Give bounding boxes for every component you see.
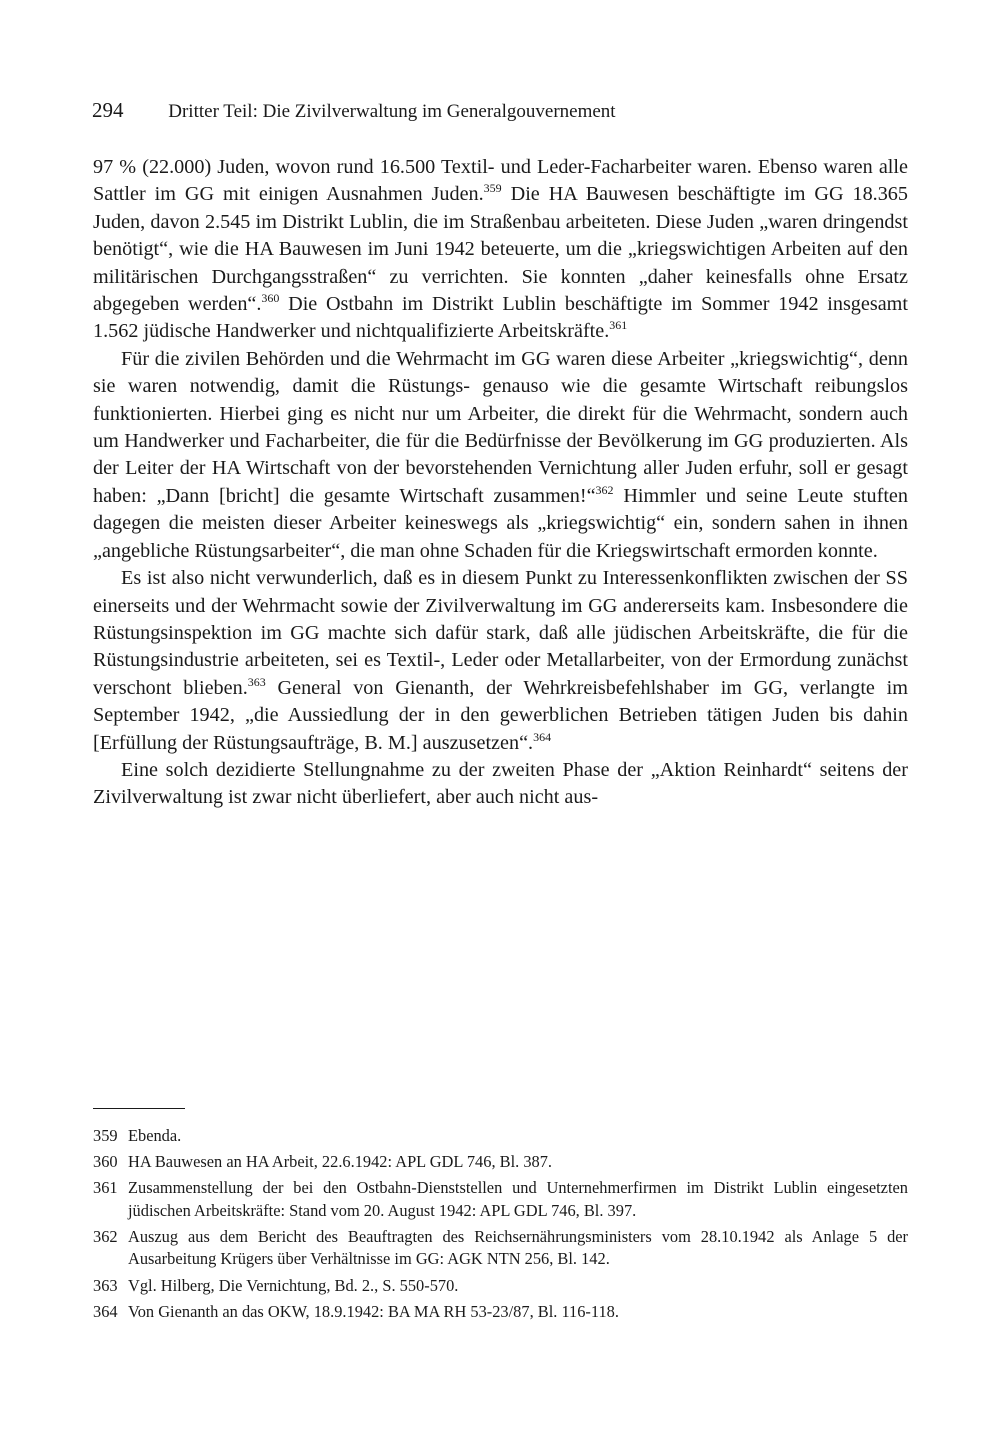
footnote-text: Vgl. Hilberg, Die Vernichtung, Bd. 2., S. 550-570. — [128, 1275, 459, 1295]
footnote-number: 361 — [93, 1178, 118, 1198]
footnote-361 — [93, 1177, 908, 1222]
footnote-360 — [93, 1151, 908, 1174]
footnote-number: 359 — [93, 1126, 118, 1145]
footnote-number: 363 — [93, 1275, 118, 1295]
paragraph-text: Die HA Bauwesen beschäftigte im GG 18.365 Juden, davon 2.545 im Distrikt Lublin, die im Straßenbau arbeiteten. Diese Juden „waren dringendst benötigt“, wie die HA Bauwesen im Juni 1942 beteuerte, um die „kriegswichtigen Arbeiten auf den militärischen Durchgangsstraßen“ zu verrichten. Sie konnten „daher keinesfalls ohne Ersatz abgegeben werden“. — [93, 183, 908, 316]
paragraph-text: Für die zivilen Behörden und die Wehrmacht im GG waren diese Arbeiter „kriegswichtig“, denn sie waren notwendig, damit die Rüstungs- genauso wie die gesamte Wirtschaft reibungslos funktionierten. Hierbei ging es nicht nur um Arbeiter, die direkt für die Wehrmacht, sondern auch um Handwerker und Facharbeiter, die für die Bedürfnisse der Bevölkerung im GG produzierten. Als der Leiter der HA Wirtschaft von der bevorstehenden Vernichtung aller Juden erfuhr, soll er gesagt haben: „Dann [bricht] die gesamte Wirtschaft zusammen!“ — [93, 347, 908, 507]
footnote-text: Von Gienanth an das OKW, 18.9.1942: BA MA RH 53-23/87, Bl. 116-118. — [128, 1301, 619, 1321]
paragraph-4 — [93, 757, 908, 812]
paragraph-3 — [93, 565, 908, 757]
paragraph-2 — [93, 346, 908, 565]
paragraph-text: General von Gienanth, der Wehrkreisbefehlshaber im GG, verlangte im September 1942, „die Aussiedlung der in den gewerblichen Betrieben tätigen Juden bis dahin [Erfüllung der Rüstungsaufträge, B. M.] auszusetzen“. — [93, 676, 908, 754]
body-text — [93, 154, 908, 812]
footnote-ref-359: 359 — [483, 181, 502, 196]
footnote-divider — [93, 1108, 185, 1109]
footnote-text: Ebenda. — [128, 1126, 182, 1145]
running-title: Dritter Teil: Die Zivilverwaltung im Generalgouvernement — [168, 101, 616, 122]
paragraph-text: Es ist also nicht verwunderlich, daß es in diesem Punkt zu Interessenkonflikten zwischen der SS einerseits und der Wehrmacht sowie der Zivilverwaltung im GG andererseits kam. Insbesondere die Rüstungsinspektion im GG machte sich dafür stark, daß alle jüdischen Arbeitskräfte, die für die Rüstungsindustrie arbeiteten, sei es Textil-, Leder oder Metallarbeiter, von der Ermordung zunächst verschont blieben. — [93, 567, 908, 699]
paragraph-text: Himmler und seine Leute stuften dagegen die meisten dieser Arbeiter keineswegs als „kriegswichtig“ ein, sondern sahen in ihnen „angebliche Rüstungsarbeiter“, die man ohne Schaden für die Kriegswirtschaft ermorden konnte. — [93, 484, 908, 562]
footnote-362 — [93, 1226, 908, 1271]
paragraph-text: Eine solch dezidierte Stellungnahme zu der zweiten Phase der „Aktion Reinhardt“ seitens der Zivilverwaltung ist zwar nicht überliefert, aber auch nicht aus- — [93, 758, 908, 809]
paragraph-1 — [93, 154, 908, 346]
footnote-number: 364 — [93, 1301, 118, 1321]
footnote-ref-364: 364 — [533, 729, 552, 744]
footnote-number: 360 — [93, 1152, 118, 1172]
footnote-text: Auszug aus dem Bericht des Beauftragten des Reichsernährungsministers vom 28.10.1942 als Anlage 5 der Ausarbeitung Krügers über Verhältnisse im GG: AGK NTN 256, Bl. 142. — [128, 1226, 908, 1269]
footnote-ref-362: 362 — [595, 482, 614, 497]
footnote-364 — [93, 1301, 908, 1324]
page-number: 294 — [92, 98, 124, 122]
paragraph-text: Die Ostbahn im Distrikt Lublin beschäftigte im Sommer 1942 insgesamt 1.562 jüdische Handwerker und nichtqualifizierte Arbeitskräfte. — [93, 293, 908, 343]
footnote-number: 362 — [93, 1226, 118, 1246]
footnotes — [93, 1125, 908, 1327]
footnote-ref-360: 360 — [261, 291, 280, 306]
footnote-363 — [93, 1275, 908, 1298]
footnote-text: HA Bauwesen an HA Arbeit, 22.6.1942: APL GDL 746, Bl. 387. — [128, 1152, 553, 1172]
footnote-ref-361: 361 — [609, 318, 628, 333]
paragraph-text: 97 % (22.000) Juden, wovon rund 16.500 Textil- und Leder-Facharbeiter waren. Ebenso waren alle Sattler im GG mit einigen Ausnahmen Juden. — [93, 156, 908, 206]
footnote-ref-363: 363 — [247, 674, 266, 689]
footnote-text: Zusammenstellung der bei den Ostbahn-Dienststellen und Unternehmerfirmen im Distrikt Lublin eingesetzten jüdischen Arbeitskräfte: Stand vom 20. August 1942: APL GDL 746, Bl. 397. — [128, 1178, 908, 1220]
page-header — [92, 98, 912, 124]
footnote-359 — [93, 1125, 908, 1148]
